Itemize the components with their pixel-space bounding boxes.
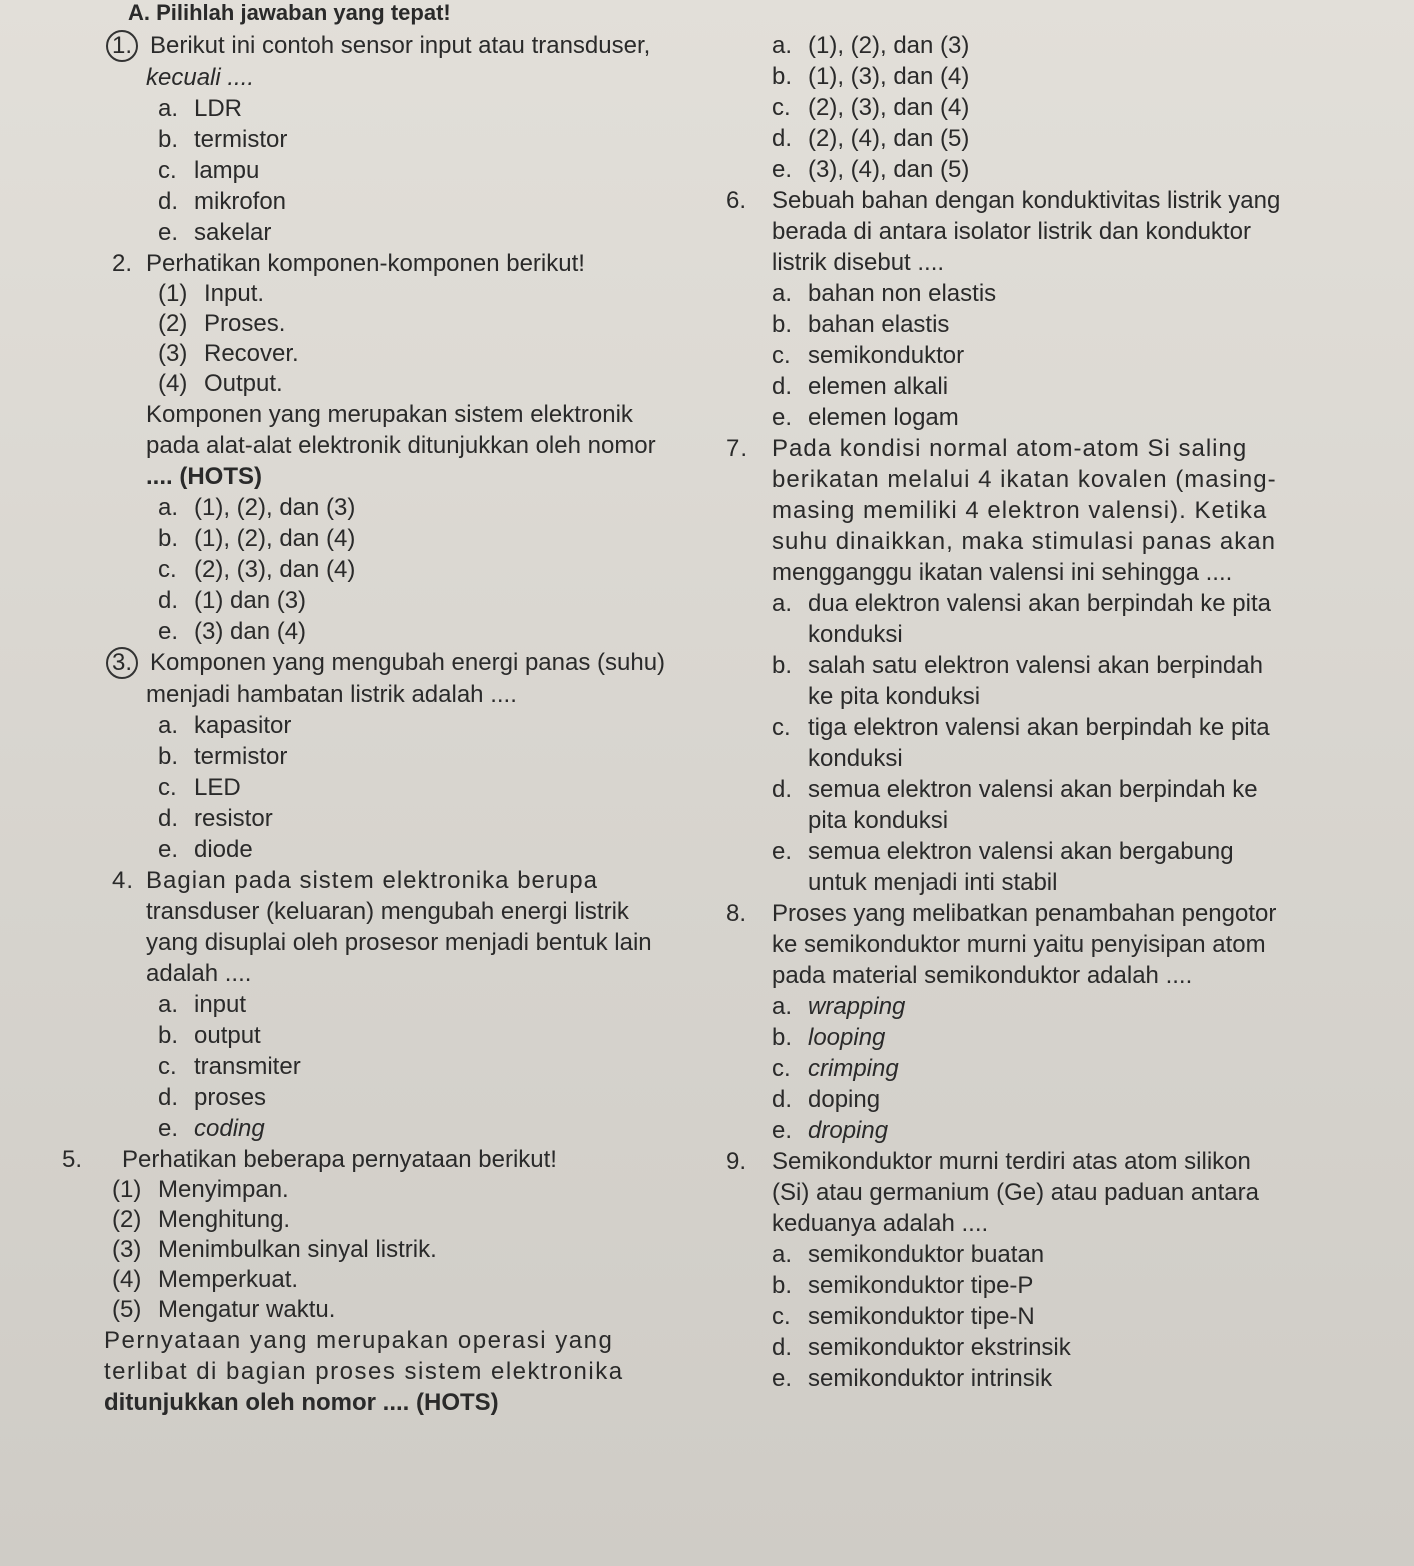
answer-option[interactable]: c. crimping <box>772 1055 899 1082</box>
question-1 <box>112 30 712 248</box>
list-item: (3) Recover. <box>158 340 299 367</box>
answer-option[interactable]: d. (2), (4), dan (5) <box>772 125 970 152</box>
question-number: 8. <box>726 900 747 927</box>
answer-option[interactable]: d. mikrofon <box>158 188 287 215</box>
answer-option[interactable]: e. elemen logam <box>772 404 959 431</box>
answer-option[interactable]: e. coding <box>158 1115 265 1142</box>
list-item: (3) Menimbulkan sinyal listrik. <box>112 1236 437 1263</box>
question-stem: kecuali .... <box>146 64 255 91</box>
answer-option[interactable]: e. (3) dan (4) <box>158 618 307 645</box>
question-stem: terlibat di bagian proses sistem elektronika <box>104 1358 624 1385</box>
answer-option[interactable]: b. bahan elastis <box>772 311 950 338</box>
answer-option[interactable]: c. semikonduktor tipe-N <box>772 1303 1035 1330</box>
question-stem: Proses yang melibatkan penambahan pengotor <box>772 900 1277 927</box>
question-number: 9. <box>726 1148 747 1175</box>
answer-option[interactable]: e. droping <box>772 1117 889 1144</box>
question-stem: berada di antara isolator listrik dan konduktor <box>772 218 1251 245</box>
question-9 <box>726 1146 1400 1394</box>
answer-option[interactable]: d. (1) dan (3) <box>158 587 307 614</box>
right-column <box>726 30 1400 1394</box>
question-number: 5. <box>62 1146 83 1173</box>
question-stem: menjadi hambatan listrik adalah .... <box>146 681 517 708</box>
question-stem: listrik disebut .... <box>772 249 945 276</box>
answer-option[interactable]: a. kapasitor <box>158 712 292 739</box>
answer-option[interactable]: b. (1), (3), dan (4) <box>772 63 970 90</box>
section-header: A. Pilihlah jawaban yang tepat! <box>128 0 451 25</box>
answer-option[interactable]: a. (1), (2), dan (3) <box>772 32 970 59</box>
answer-option[interactable]: e. semua elektron valensi akan bergabung <box>772 838 1234 865</box>
answer-option[interactable]: b. output <box>158 1022 261 1049</box>
question-stem: (Si) atau germanium (Ge) atau paduan antara <box>772 1179 1259 1206</box>
answer-option[interactable]: c. (2), (3), dan (4) <box>772 94 970 121</box>
answer-option[interactable]: d. semikonduktor ekstrinsik <box>772 1334 1071 1361</box>
answer-option-cont: konduksi <box>808 745 903 772</box>
question-stem: ke semikonduktor murni yaitu penyisipan atom <box>772 931 1266 958</box>
question-number: 7. <box>726 435 749 462</box>
answer-option-cont: untuk menjadi inti stabil <box>808 869 1058 896</box>
question-number-circled: 3. <box>106 647 138 679</box>
question-stem: ditunjukkan oleh nomor .... (HOTS) <box>104 1389 499 1416</box>
answer-option[interactable]: a. (1), (2), dan (3) <box>158 494 356 521</box>
answer-option-cont: konduksi <box>808 621 903 648</box>
list-item: (4) Memperkuat. <box>112 1266 299 1293</box>
question-stem: transduser (keluaran) mengubah energi listrik <box>146 898 629 925</box>
answer-option[interactable]: e. semikonduktor intrinsik <box>772 1365 1053 1392</box>
question-3 <box>112 647 712 865</box>
question-stem: berikatan melalui 4 ikatan kovalen (masing- <box>772 466 1277 493</box>
question-stem: Komponen yang mengubah energi panas (suhu) <box>150 649 666 676</box>
question-stem: Perhatikan beberapa pernyataan berikut! <box>122 1146 557 1173</box>
list-item: (4) Output. <box>158 370 283 397</box>
answer-option[interactable]: b. looping <box>772 1024 886 1051</box>
question-7 <box>726 433 1400 898</box>
question-stem: Perhatikan komponen-komponen berikut! <box>146 250 585 277</box>
answer-option[interactable]: e. sakelar <box>158 219 272 246</box>
answer-option-cont: ke pita konduksi <box>808 683 981 710</box>
question-stem: suhu dinaikkan, maka stimulasi panas akan <box>772 528 1276 555</box>
answer-option[interactable]: a. semikonduktor buatan <box>772 1241 1045 1268</box>
question-4 <box>112 865 712 1144</box>
question-stem: yang disuplai oleh prosesor menjadi bentuk lain <box>146 929 652 956</box>
list-item: (2) Menghitung. <box>112 1206 291 1233</box>
answer-option[interactable]: b. termistor <box>158 743 288 770</box>
question-2 <box>112 248 712 647</box>
question-stem: mengganggu ikatan valensi ini sehingga .... <box>772 559 1233 586</box>
answer-option[interactable]: d. semua elektron valensi akan berpindah ke <box>772 776 1258 803</box>
question-number: 6. <box>726 187 747 214</box>
answer-option[interactable]: b. semikonduktor tipe-P <box>772 1272 1034 1299</box>
answer-option[interactable]: e. diode <box>158 836 253 863</box>
question-5 <box>62 1144 712 1418</box>
question-number-circled: 1. <box>106 30 138 62</box>
answer-option[interactable]: d. proses <box>158 1084 267 1111</box>
question-1-options <box>760 30 1400 185</box>
question-6 <box>726 185 1400 433</box>
answer-option[interactable]: d. doping <box>772 1086 881 1113</box>
question-stem: pada alat-alat elektronik ditunjukkan oleh nomor <box>146 432 656 459</box>
answer-option[interactable]: b. termistor <box>158 126 288 153</box>
answer-option[interactable]: a. wrapping <box>772 993 906 1020</box>
answer-option[interactable]: c. tiga elektron valensi akan berpindah ke pita <box>772 714 1270 741</box>
answer-option[interactable]: e. (3), (4), dan (5) <box>772 156 970 183</box>
question-number: 4. <box>112 867 135 894</box>
list-item: (2) Proses. <box>158 310 286 337</box>
question-stem: Komponen yang merupakan sistem elektronik <box>146 401 633 428</box>
list-item: (1) Input. <box>158 280 265 307</box>
question-number: 2. <box>112 250 133 277</box>
question-stem: masing memiliki 4 elektron valensi). Ketika <box>772 497 1268 524</box>
answer-option[interactable]: b. salah satu elektron valensi akan berpindah <box>772 652 1263 679</box>
question-stem: adalah .... <box>146 960 252 987</box>
question-stem: pada material semikonduktor adalah .... <box>772 962 1193 989</box>
answer-option[interactable]: c. transmiter <box>158 1053 301 1080</box>
question-stem: Sebuah bahan dengan konduktivitas listrik yang <box>772 187 1281 214</box>
question-stem: Bagian pada sistem elektronika berupa <box>146 867 598 894</box>
question-stem: .... (HOTS) <box>146 463 262 490</box>
question-stem: keduanya adalah .... <box>772 1210 989 1237</box>
list-item: (5) Mengatur waktu. <box>112 1296 336 1323</box>
question-stem: Semikonduktor murni terdiri atas atom silikon <box>772 1148 1251 1175</box>
answer-option[interactable]: a. LDR <box>158 95 243 122</box>
answer-option[interactable]: c. LED <box>158 774 241 801</box>
question-stem: Pernyataan yang merupakan operasi yang <box>104 1327 614 1354</box>
answer-option[interactable]: c. lampu <box>158 157 260 184</box>
answer-option[interactable]: d. elemen alkali <box>772 373 949 400</box>
question-stem: Pada kondisi normal atom-atom Si saling <box>772 435 1248 462</box>
answer-option[interactable]: c. (2), (3), dan (4) <box>158 556 356 583</box>
answer-option[interactable]: a. input <box>158 991 247 1018</box>
answer-option-cont: pita konduksi <box>808 807 949 834</box>
answer-option[interactable]: c. semikonduktor <box>772 342 965 369</box>
question-stem: Berikut ini contoh sensor input atau transduser, <box>150 32 651 59</box>
answer-option[interactable]: a. bahan non elastis <box>772 280 997 307</box>
list-item: (1) Menyimpan. <box>112 1176 289 1203</box>
answer-option[interactable]: a. dua elektron valensi akan berpindah ke pita <box>772 590 1271 617</box>
answer-option[interactable]: b. (1), (2), dan (4) <box>158 525 356 552</box>
question-8 <box>726 898 1400 1146</box>
answer-option[interactable]: d. resistor <box>158 805 273 832</box>
left-column <box>62 30 712 1418</box>
